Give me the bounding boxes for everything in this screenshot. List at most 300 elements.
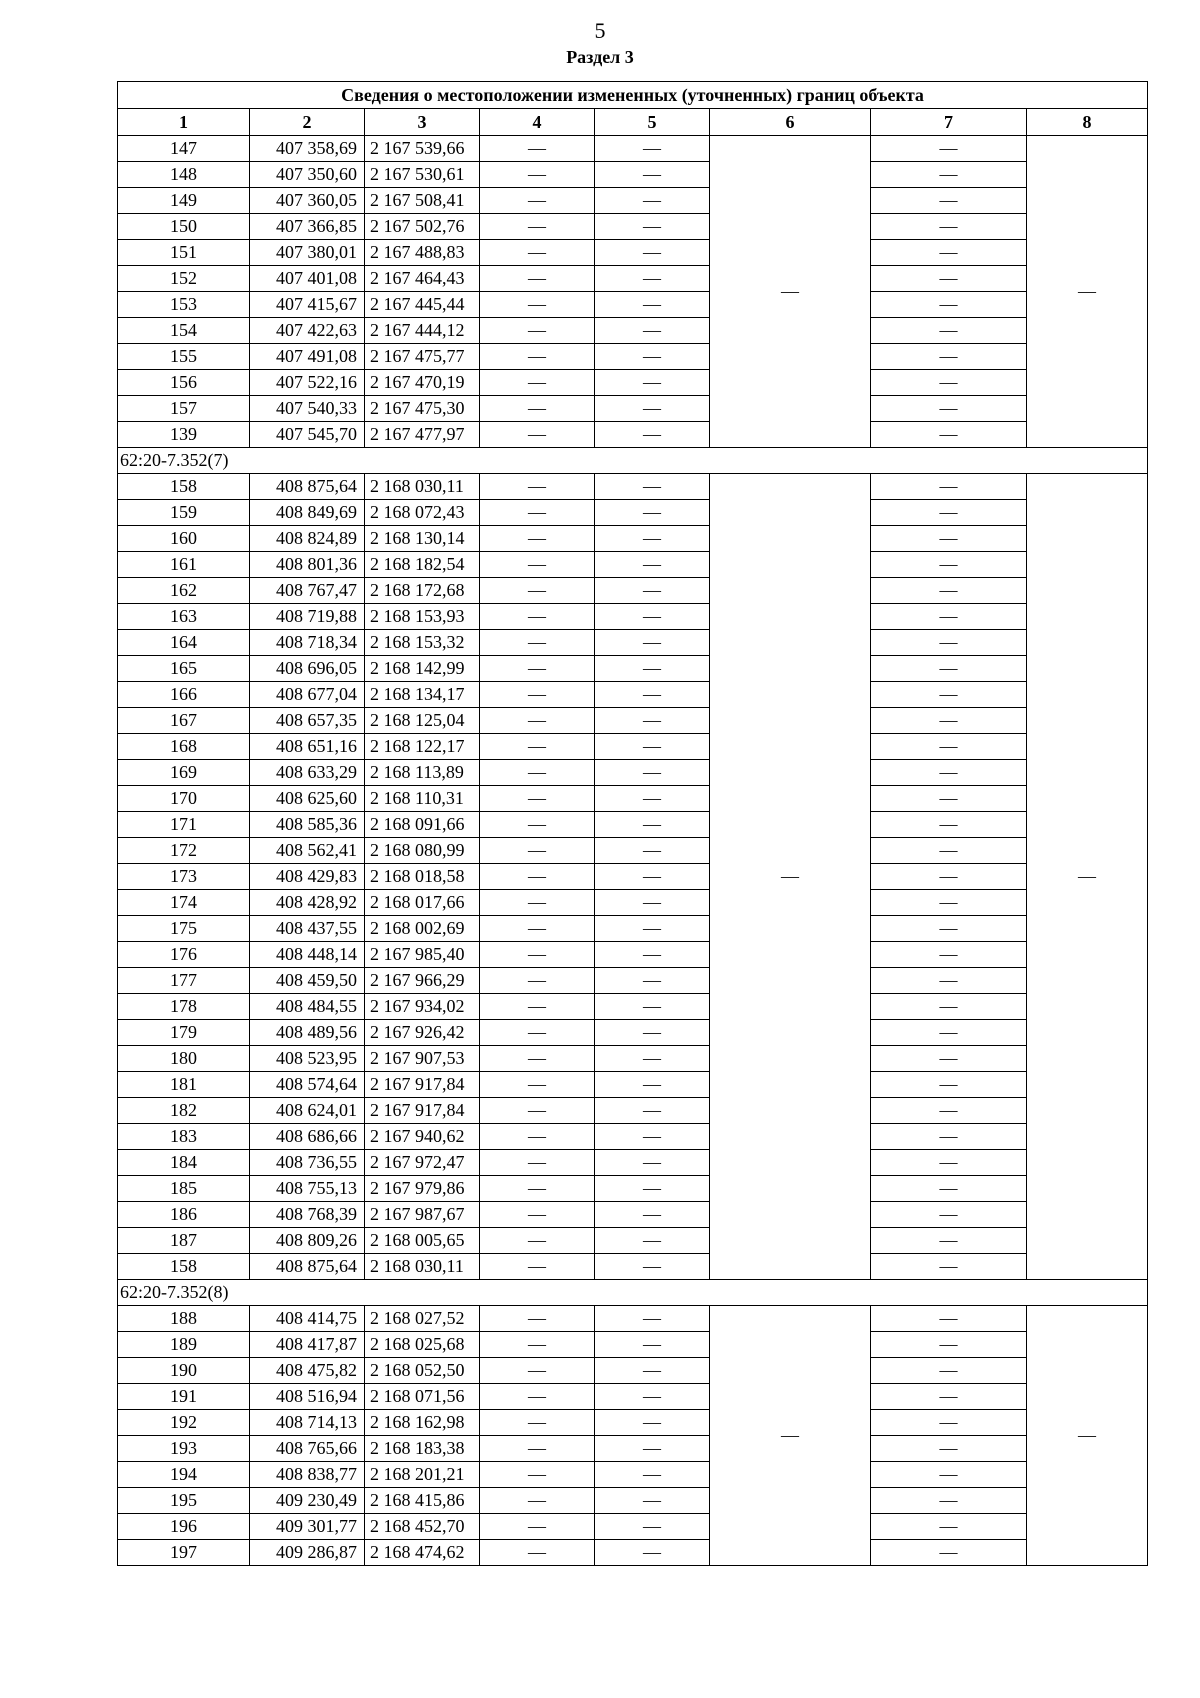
- table-row: [118, 370, 1148, 396]
- column-5-cell: —: [595, 812, 710, 838]
- column-4-cell: —: [480, 370, 595, 396]
- table-row: [118, 1150, 1148, 1176]
- point-number-cell: 182: [118, 1098, 250, 1124]
- column-4-cell: —: [480, 968, 595, 994]
- x-coordinate-cell: 408 719,88: [250, 604, 365, 630]
- table-row: [118, 422, 1148, 448]
- column-7-cell: —: [871, 1514, 1027, 1540]
- y-coordinate-cell: 2 167 907,53: [365, 1046, 480, 1072]
- table-row: [118, 760, 1148, 786]
- y-coordinate-cell: 2 167 475,30: [365, 396, 480, 422]
- column-7-cell: —: [871, 1124, 1027, 1150]
- x-coordinate-cell: 408 489,56: [250, 1020, 365, 1046]
- x-coordinate-cell: 408 824,89: [250, 526, 365, 552]
- table-row: [118, 1384, 1148, 1410]
- point-number-cell: 185: [118, 1176, 250, 1202]
- table-row: [118, 526, 1148, 552]
- table-row: [118, 1306, 1148, 1332]
- y-coordinate-cell: 2 168 052,50: [365, 1358, 480, 1384]
- table-row: [118, 318, 1148, 344]
- table-row: [118, 1020, 1148, 1046]
- column-4-cell: —: [480, 1358, 595, 1384]
- column-4-cell: —: [480, 916, 595, 942]
- x-coordinate-cell: 408 718,34: [250, 630, 365, 656]
- point-number-cell: 183: [118, 1124, 250, 1150]
- column-header-row: [118, 109, 1148, 136]
- point-number-cell: 160: [118, 526, 250, 552]
- column-7-cell: —: [871, 552, 1027, 578]
- column-4-cell: —: [480, 1124, 595, 1150]
- x-coordinate-cell: 408 562,41: [250, 838, 365, 864]
- column-7-cell: —: [871, 1410, 1027, 1436]
- column-5-cell: —: [595, 500, 710, 526]
- column-4-cell: —: [480, 1098, 595, 1124]
- x-coordinate-cell: 407 401,08: [250, 266, 365, 292]
- column-6-merged-cell: —: [710, 136, 871, 448]
- column-7-cell: —: [871, 1202, 1027, 1228]
- point-number-cell: 153: [118, 292, 250, 318]
- x-coordinate-cell: 408 437,55: [250, 916, 365, 942]
- table-row: [118, 188, 1148, 214]
- column-5-cell: —: [595, 760, 710, 786]
- column-4-cell: —: [480, 1150, 595, 1176]
- column-7-cell: —: [871, 708, 1027, 734]
- x-coordinate-cell: 407 545,70: [250, 422, 365, 448]
- table-row: [118, 968, 1148, 994]
- column-4-cell: —: [480, 292, 595, 318]
- column-4-cell: —: [480, 1436, 595, 1462]
- point-number-cell: 187: [118, 1228, 250, 1254]
- x-coordinate-cell: 407 415,67: [250, 292, 365, 318]
- table-row: [118, 656, 1148, 682]
- column-5-cell: —: [595, 1540, 710, 1566]
- x-coordinate-cell: 408 696,05: [250, 656, 365, 682]
- x-coordinate-cell: 407 540,33: [250, 396, 365, 422]
- x-coordinate-cell: 408 755,13: [250, 1176, 365, 1202]
- column-4-cell: —: [480, 1254, 595, 1280]
- column-7-cell: —: [871, 422, 1027, 448]
- column-4-cell: —: [480, 994, 595, 1020]
- x-coordinate-cell: 408 429,83: [250, 864, 365, 890]
- column-5-cell: —: [595, 942, 710, 968]
- table-row: [118, 1228, 1148, 1254]
- column-header: 5: [595, 109, 710, 136]
- column-7-cell: —: [871, 682, 1027, 708]
- column-7-cell: —: [871, 500, 1027, 526]
- column-5-cell: —: [595, 1150, 710, 1176]
- table-row: [118, 396, 1148, 422]
- column-5-cell: —: [595, 734, 710, 760]
- table-row: [118, 630, 1148, 656]
- table-row: [118, 240, 1148, 266]
- y-coordinate-cell: 2 167 926,42: [365, 1020, 480, 1046]
- point-number-cell: 175: [118, 916, 250, 942]
- point-number-cell: 196: [118, 1514, 250, 1540]
- group-header-row: [118, 448, 1148, 474]
- column-7-cell: —: [871, 188, 1027, 214]
- y-coordinate-cell: 2 168 182,54: [365, 552, 480, 578]
- table-row: [118, 500, 1148, 526]
- column-7-cell: —: [871, 994, 1027, 1020]
- column-4-cell: —: [480, 1462, 595, 1488]
- table-row: [118, 1072, 1148, 1098]
- point-number-cell: 152: [118, 266, 250, 292]
- table-row: [118, 266, 1148, 292]
- table-row: [118, 1176, 1148, 1202]
- group-label: 62:20-7.352(8): [118, 1280, 1148, 1306]
- point-number-cell: 191: [118, 1384, 250, 1410]
- column-4-cell: —: [480, 942, 595, 968]
- column-7-cell: —: [871, 1384, 1027, 1410]
- y-coordinate-cell: 2 167 530,61: [365, 162, 480, 188]
- x-coordinate-cell: 408 625,60: [250, 786, 365, 812]
- column-4-cell: —: [480, 1488, 595, 1514]
- table-row: [118, 1332, 1148, 1358]
- y-coordinate-cell: 2 168 415,86: [365, 1488, 480, 1514]
- column-4-cell: —: [480, 1020, 595, 1046]
- column-5-cell: —: [595, 1202, 710, 1228]
- column-7-cell: —: [871, 214, 1027, 240]
- column-7-cell: —: [871, 760, 1027, 786]
- column-6-merged-cell: —: [710, 1306, 871, 1566]
- column-4-cell: —: [480, 162, 595, 188]
- x-coordinate-cell: 408 767,47: [250, 578, 365, 604]
- column-4-cell: —: [480, 864, 595, 890]
- y-coordinate-cell: 2 167 539,66: [365, 136, 480, 162]
- column-5-cell: —: [595, 1228, 710, 1254]
- boundary-coordinates-table: [117, 81, 1148, 1566]
- column-7-cell: —: [871, 370, 1027, 396]
- x-coordinate-cell: 409 286,87: [250, 1540, 365, 1566]
- column-4-cell: —: [480, 1176, 595, 1202]
- y-coordinate-cell: 2 167 477,97: [365, 422, 480, 448]
- column-7-cell: —: [871, 474, 1027, 500]
- y-coordinate-cell: 2 168 172,68: [365, 578, 480, 604]
- section-title: Раздел 3: [566, 47, 634, 67]
- x-coordinate-cell: 408 417,87: [250, 1332, 365, 1358]
- x-coordinate-cell: 407 360,05: [250, 188, 365, 214]
- point-number-cell: 193: [118, 1436, 250, 1462]
- x-coordinate-cell: 407 350,60: [250, 162, 365, 188]
- table-row: [118, 682, 1148, 708]
- column-7-cell: —: [871, 1358, 1027, 1384]
- column-4-cell: —: [480, 734, 595, 760]
- point-number-cell: 178: [118, 994, 250, 1020]
- y-coordinate-cell: 2 168 125,04: [365, 708, 480, 734]
- y-coordinate-cell: 2 168 017,66: [365, 890, 480, 916]
- column-4-cell: —: [480, 266, 595, 292]
- point-number-cell: 161: [118, 552, 250, 578]
- x-coordinate-cell: 408 768,39: [250, 1202, 365, 1228]
- point-number-cell: 154: [118, 318, 250, 344]
- column-7-cell: —: [871, 1150, 1027, 1176]
- y-coordinate-cell: 2 168 201,21: [365, 1462, 480, 1488]
- table-row: [118, 1410, 1148, 1436]
- column-5-cell: —: [595, 188, 710, 214]
- column-5-cell: —: [595, 1176, 710, 1202]
- x-coordinate-cell: 408 765,66: [250, 1436, 365, 1462]
- column-5-cell: —: [595, 396, 710, 422]
- column-5-cell: —: [595, 1020, 710, 1046]
- table-row: [118, 890, 1148, 916]
- y-coordinate-cell: 2 168 122,17: [365, 734, 480, 760]
- point-number-cell: 176: [118, 942, 250, 968]
- x-coordinate-cell: 408 523,95: [250, 1046, 365, 1072]
- column-7-cell: —: [871, 916, 1027, 942]
- column-header: 2: [250, 109, 365, 136]
- point-number-cell: 148: [118, 162, 250, 188]
- point-number-cell: 158: [118, 474, 250, 500]
- point-number-cell: 158: [118, 1254, 250, 1280]
- y-coordinate-cell: 2 168 134,17: [365, 682, 480, 708]
- y-coordinate-cell: 2 168 027,52: [365, 1306, 480, 1332]
- column-4-cell: —: [480, 318, 595, 344]
- column-7-cell: —: [871, 1462, 1027, 1488]
- column-4-cell: —: [480, 344, 595, 370]
- point-number-cell: 172: [118, 838, 250, 864]
- table-row: [118, 734, 1148, 760]
- column-7-cell: —: [871, 1176, 1027, 1202]
- point-number-cell: 165: [118, 656, 250, 682]
- point-number-cell: 157: [118, 396, 250, 422]
- column-7-cell: —: [871, 1540, 1027, 1566]
- y-coordinate-cell: 2 168 110,31: [365, 786, 480, 812]
- point-number-cell: 149: [118, 188, 250, 214]
- point-number-cell: 164: [118, 630, 250, 656]
- y-coordinate-cell: 2 167 940,62: [365, 1124, 480, 1150]
- table-row: [118, 1358, 1148, 1384]
- point-number-cell: 197: [118, 1540, 250, 1566]
- x-coordinate-cell: 407 358,69: [250, 136, 365, 162]
- y-coordinate-cell: 2 167 475,77: [365, 344, 480, 370]
- table-row: [118, 292, 1148, 318]
- column-4-cell: —: [480, 500, 595, 526]
- column-7-cell: —: [871, 578, 1027, 604]
- column-7-cell: —: [871, 864, 1027, 890]
- column-7-cell: —: [871, 318, 1027, 344]
- column-4-cell: —: [480, 552, 595, 578]
- column-5-cell: —: [595, 1410, 710, 1436]
- column-7-cell: —: [871, 942, 1027, 968]
- column-4-cell: —: [480, 630, 595, 656]
- point-number-cell: 166: [118, 682, 250, 708]
- column-7-cell: —: [871, 812, 1027, 838]
- column-7-cell: —: [871, 1046, 1027, 1072]
- table-row: [118, 578, 1148, 604]
- x-coordinate-cell: 407 491,08: [250, 344, 365, 370]
- column-5-cell: —: [595, 1462, 710, 1488]
- column-5-cell: —: [595, 682, 710, 708]
- y-coordinate-cell: 2 168 005,65: [365, 1228, 480, 1254]
- x-coordinate-cell: 408 657,35: [250, 708, 365, 734]
- column-4-cell: —: [480, 1332, 595, 1358]
- table-body: [118, 136, 1148, 1566]
- column-7-cell: —: [871, 136, 1027, 162]
- column-5-cell: —: [595, 214, 710, 240]
- y-coordinate-cell: 2 168 002,69: [365, 916, 480, 942]
- table-row: [118, 1436, 1148, 1462]
- column-header: 4: [480, 109, 595, 136]
- column-4-cell: —: [480, 812, 595, 838]
- point-number-cell: 180: [118, 1046, 250, 1072]
- column-5-cell: —: [595, 1488, 710, 1514]
- point-number-cell: 184: [118, 1150, 250, 1176]
- column-5-cell: —: [595, 786, 710, 812]
- column-7-cell: —: [871, 1254, 1027, 1280]
- y-coordinate-cell: 2 168 452,70: [365, 1514, 480, 1540]
- column-header: 8: [1027, 109, 1148, 136]
- table-row: [118, 1046, 1148, 1072]
- point-number-cell: 150: [118, 214, 250, 240]
- y-coordinate-cell: 2 168 142,99: [365, 656, 480, 682]
- column-5-cell: —: [595, 1098, 710, 1124]
- column-5-cell: —: [595, 422, 710, 448]
- table-row: [118, 786, 1148, 812]
- column-7-cell: —: [871, 734, 1027, 760]
- column-7-cell: —: [871, 292, 1027, 318]
- x-coordinate-cell: 408 849,69: [250, 500, 365, 526]
- point-number-cell: 177: [118, 968, 250, 994]
- x-coordinate-cell: 407 366,85: [250, 214, 365, 240]
- column-5-cell: —: [595, 708, 710, 734]
- column-5-cell: —: [595, 1306, 710, 1332]
- column-4-cell: —: [480, 474, 595, 500]
- page-number: 5: [594, 18, 606, 43]
- column-5-cell: —: [595, 526, 710, 552]
- x-coordinate-cell: 408 633,29: [250, 760, 365, 786]
- column-7-cell: —: [871, 656, 1027, 682]
- column-5-cell: —: [595, 916, 710, 942]
- x-coordinate-cell: 409 301,77: [250, 1514, 365, 1540]
- x-coordinate-cell: 408 838,77: [250, 1462, 365, 1488]
- point-number-cell: 174: [118, 890, 250, 916]
- column-5-cell: —: [595, 1384, 710, 1410]
- x-coordinate-cell: 408 414,75: [250, 1306, 365, 1332]
- column-5-cell: —: [595, 162, 710, 188]
- x-coordinate-cell: 407 422,63: [250, 318, 365, 344]
- table-row: [118, 994, 1148, 1020]
- column-7-cell: —: [871, 1098, 1027, 1124]
- y-coordinate-cell: 2 167 985,40: [365, 942, 480, 968]
- column-4-cell: —: [480, 1410, 595, 1436]
- table-row: [118, 942, 1148, 968]
- column-7-cell: —: [871, 786, 1027, 812]
- x-coordinate-cell: 408 875,64: [250, 1254, 365, 1280]
- column-4-cell: —: [480, 682, 595, 708]
- column-7-cell: —: [871, 1020, 1027, 1046]
- x-coordinate-cell: 408 736,55: [250, 1150, 365, 1176]
- column-7-cell: —: [871, 1072, 1027, 1098]
- y-coordinate-cell: 2 167 502,76: [365, 214, 480, 240]
- column-5-cell: —: [595, 1072, 710, 1098]
- column-5-cell: —: [595, 136, 710, 162]
- column-4-cell: —: [480, 1540, 595, 1566]
- column-7-cell: —: [871, 1306, 1027, 1332]
- table-row: [118, 214, 1148, 240]
- point-number-cell: 181: [118, 1072, 250, 1098]
- column-7-cell: —: [871, 968, 1027, 994]
- point-number-cell: 195: [118, 1488, 250, 1514]
- column-8-merged-cell: —: [1027, 136, 1148, 448]
- point-number-cell: 192: [118, 1410, 250, 1436]
- point-number-cell: 194: [118, 1462, 250, 1488]
- y-coordinate-cell: 2 167 987,67: [365, 1202, 480, 1228]
- column-4-cell: —: [480, 136, 595, 162]
- column-header: 3: [365, 109, 480, 136]
- point-number-cell: 159: [118, 500, 250, 526]
- point-number-cell: 147: [118, 136, 250, 162]
- point-number-cell: 139: [118, 422, 250, 448]
- column-5-cell: —: [595, 838, 710, 864]
- table-row: [118, 344, 1148, 370]
- column-4-cell: —: [480, 786, 595, 812]
- column-4-cell: —: [480, 1228, 595, 1254]
- table-title: Сведения о местоположении измененных (уточненных) границ объекта: [118, 82, 1148, 109]
- column-7-cell: —: [871, 890, 1027, 916]
- column-7-cell: —: [871, 162, 1027, 188]
- column-5-cell: —: [595, 1436, 710, 1462]
- column-4-cell: —: [480, 1514, 595, 1540]
- column-4-cell: —: [480, 1202, 595, 1228]
- y-coordinate-cell: 2 168 072,43: [365, 500, 480, 526]
- column-4-cell: —: [480, 760, 595, 786]
- column-7-cell: —: [871, 1436, 1027, 1462]
- x-coordinate-cell: 408 448,14: [250, 942, 365, 968]
- column-7-cell: —: [871, 1228, 1027, 1254]
- column-7-cell: —: [871, 240, 1027, 266]
- column-5-cell: —: [595, 318, 710, 344]
- table-row: [118, 1540, 1148, 1566]
- column-4-cell: —: [480, 656, 595, 682]
- y-coordinate-cell: 2 167 979,86: [365, 1176, 480, 1202]
- point-number-cell: 190: [118, 1358, 250, 1384]
- column-4-cell: —: [480, 890, 595, 916]
- column-4-cell: —: [480, 1306, 595, 1332]
- y-coordinate-cell: 2 168 113,89: [365, 760, 480, 786]
- column-5-cell: —: [595, 1514, 710, 1540]
- group-label: 62:20-7.352(7): [118, 448, 1148, 474]
- x-coordinate-cell: 409 230,49: [250, 1488, 365, 1514]
- point-number-cell: 168: [118, 734, 250, 760]
- y-coordinate-cell: 2 168 025,68: [365, 1332, 480, 1358]
- column-5-cell: —: [595, 656, 710, 682]
- point-number-cell: 189: [118, 1332, 250, 1358]
- point-number-cell: 169: [118, 760, 250, 786]
- column-7-cell: —: [871, 396, 1027, 422]
- table-row: [118, 708, 1148, 734]
- column-4-cell: —: [480, 526, 595, 552]
- column-5-cell: —: [595, 968, 710, 994]
- column-7-cell: —: [871, 266, 1027, 292]
- y-coordinate-cell: 2 167 444,12: [365, 318, 480, 344]
- point-number-cell: 179: [118, 1020, 250, 1046]
- column-4-cell: —: [480, 1072, 595, 1098]
- y-coordinate-cell: 2 167 972,47: [365, 1150, 480, 1176]
- column-8-merged-cell: —: [1027, 474, 1148, 1280]
- y-coordinate-cell: 2 168 030,11: [365, 474, 480, 500]
- column-7-cell: —: [871, 344, 1027, 370]
- point-number-cell: 188: [118, 1306, 250, 1332]
- table-row: [118, 162, 1148, 188]
- table-row: [118, 864, 1148, 890]
- x-coordinate-cell: 408 585,36: [250, 812, 365, 838]
- column-4-cell: —: [480, 188, 595, 214]
- table-row: [118, 1514, 1148, 1540]
- x-coordinate-cell: 408 677,04: [250, 682, 365, 708]
- column-5-cell: —: [595, 1254, 710, 1280]
- table-row: [118, 838, 1148, 864]
- y-coordinate-cell: 2 167 508,41: [365, 188, 480, 214]
